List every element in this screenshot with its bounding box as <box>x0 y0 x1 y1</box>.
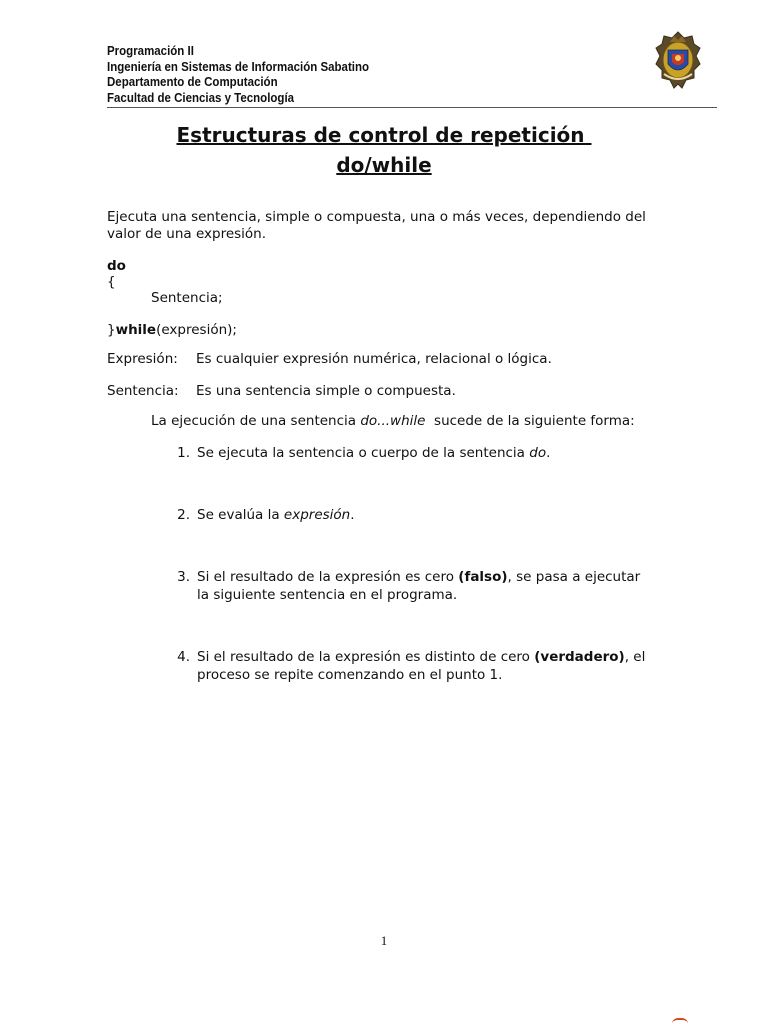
document-title <box>0 120 768 180</box>
step-2-text <box>197 507 677 525</box>
page-number: 1 <box>380 933 388 948</box>
page-corner-mark <box>672 1018 688 1024</box>
program-name: Ingeniería en Sistemas de Información Sabatino <box>107 59 370 74</box>
step-3-text <box>197 569 677 604</box>
syntax-condition: (expresión); <box>156 322 237 338</box>
step-1-body: Se ejecuta la sentencia o cuerpo de la sentencia <box>197 445 530 461</box>
title-line-2: do/while <box>336 153 432 177</box>
document-header <box>107 44 622 106</box>
step-3-line-2: la siguiente sentencia en el programa. <box>197 586 458 603</box>
step-4-body: Si el resultado de la expresión es distinto de cero <box>197 649 535 665</box>
intro-line-1: Ejecuta una sentencia, simple o compuesta, una o más veces, dependiendo del <box>107 209 646 225</box>
department-name: Departamento de Computación <box>107 75 278 89</box>
definition-desc-sentencia: Es una sentencia simple o compuesta. <box>196 383 456 399</box>
step-2-emphasis: expresión <box>283 507 351 523</box>
step-4-text <box>197 649 677 684</box>
step-1-tail: . <box>546 445 551 461</box>
title-line-1: Estructuras de control de repetición <box>176 123 592 147</box>
step-3-number: 3. <box>177 569 190 585</box>
faculty-name: Facultad de Ciencias y Tecnología <box>107 90 295 105</box>
step-1-emphasis: do <box>529 445 547 461</box>
execution-before: La ejecución de una sentencia <box>151 413 361 429</box>
university-crest-icon <box>654 30 702 92</box>
syntax-do-keyword: do <box>107 258 126 274</box>
step-3-tail: , se pasa a ejecutar <box>507 569 641 585</box>
step-4-line-2: proceso se repite comenzando en el punto 1. <box>197 666 503 683</box>
step-1-number: 1. <box>177 445 190 461</box>
definition-desc-expresion: Es cualquier expresión numérica, relacional o lógica. <box>196 351 552 367</box>
step-4-number: 4. <box>177 649 190 665</box>
step-4-tail: , el <box>624 649 646 665</box>
definition-term-sentencia: Sentencia: <box>107 383 179 399</box>
definition-term-expresion: Expresión: <box>107 351 178 367</box>
syntax-while-line <box>107 322 237 339</box>
step-1-text <box>197 445 677 463</box>
step-4-strong: (verdadero) <box>534 649 625 665</box>
syntax-close-brace: } <box>107 322 116 338</box>
step-2-body: Se evalúa la <box>197 507 284 523</box>
step-3-strong: (falso) <box>458 569 508 585</box>
step-3-body: Si el resultado de la expresión es cero <box>197 569 459 585</box>
execution-keyword: do...while <box>360 413 426 429</box>
syntax-open-brace: { <box>107 274 116 290</box>
execution-after: sucede de la siguiente forma: <box>425 413 635 429</box>
course-name: Programación II <box>107 44 194 58</box>
syntax-while-keyword: while <box>115 322 157 338</box>
step-2-tail: . <box>350 507 355 523</box>
intro-line-2: valor de una expresión. <box>107 226 267 242</box>
header-divider <box>107 107 717 108</box>
step-2-number: 2. <box>177 507 190 523</box>
syntax-statement: Sentencia; <box>151 290 223 306</box>
execution-intro <box>151 413 635 430</box>
